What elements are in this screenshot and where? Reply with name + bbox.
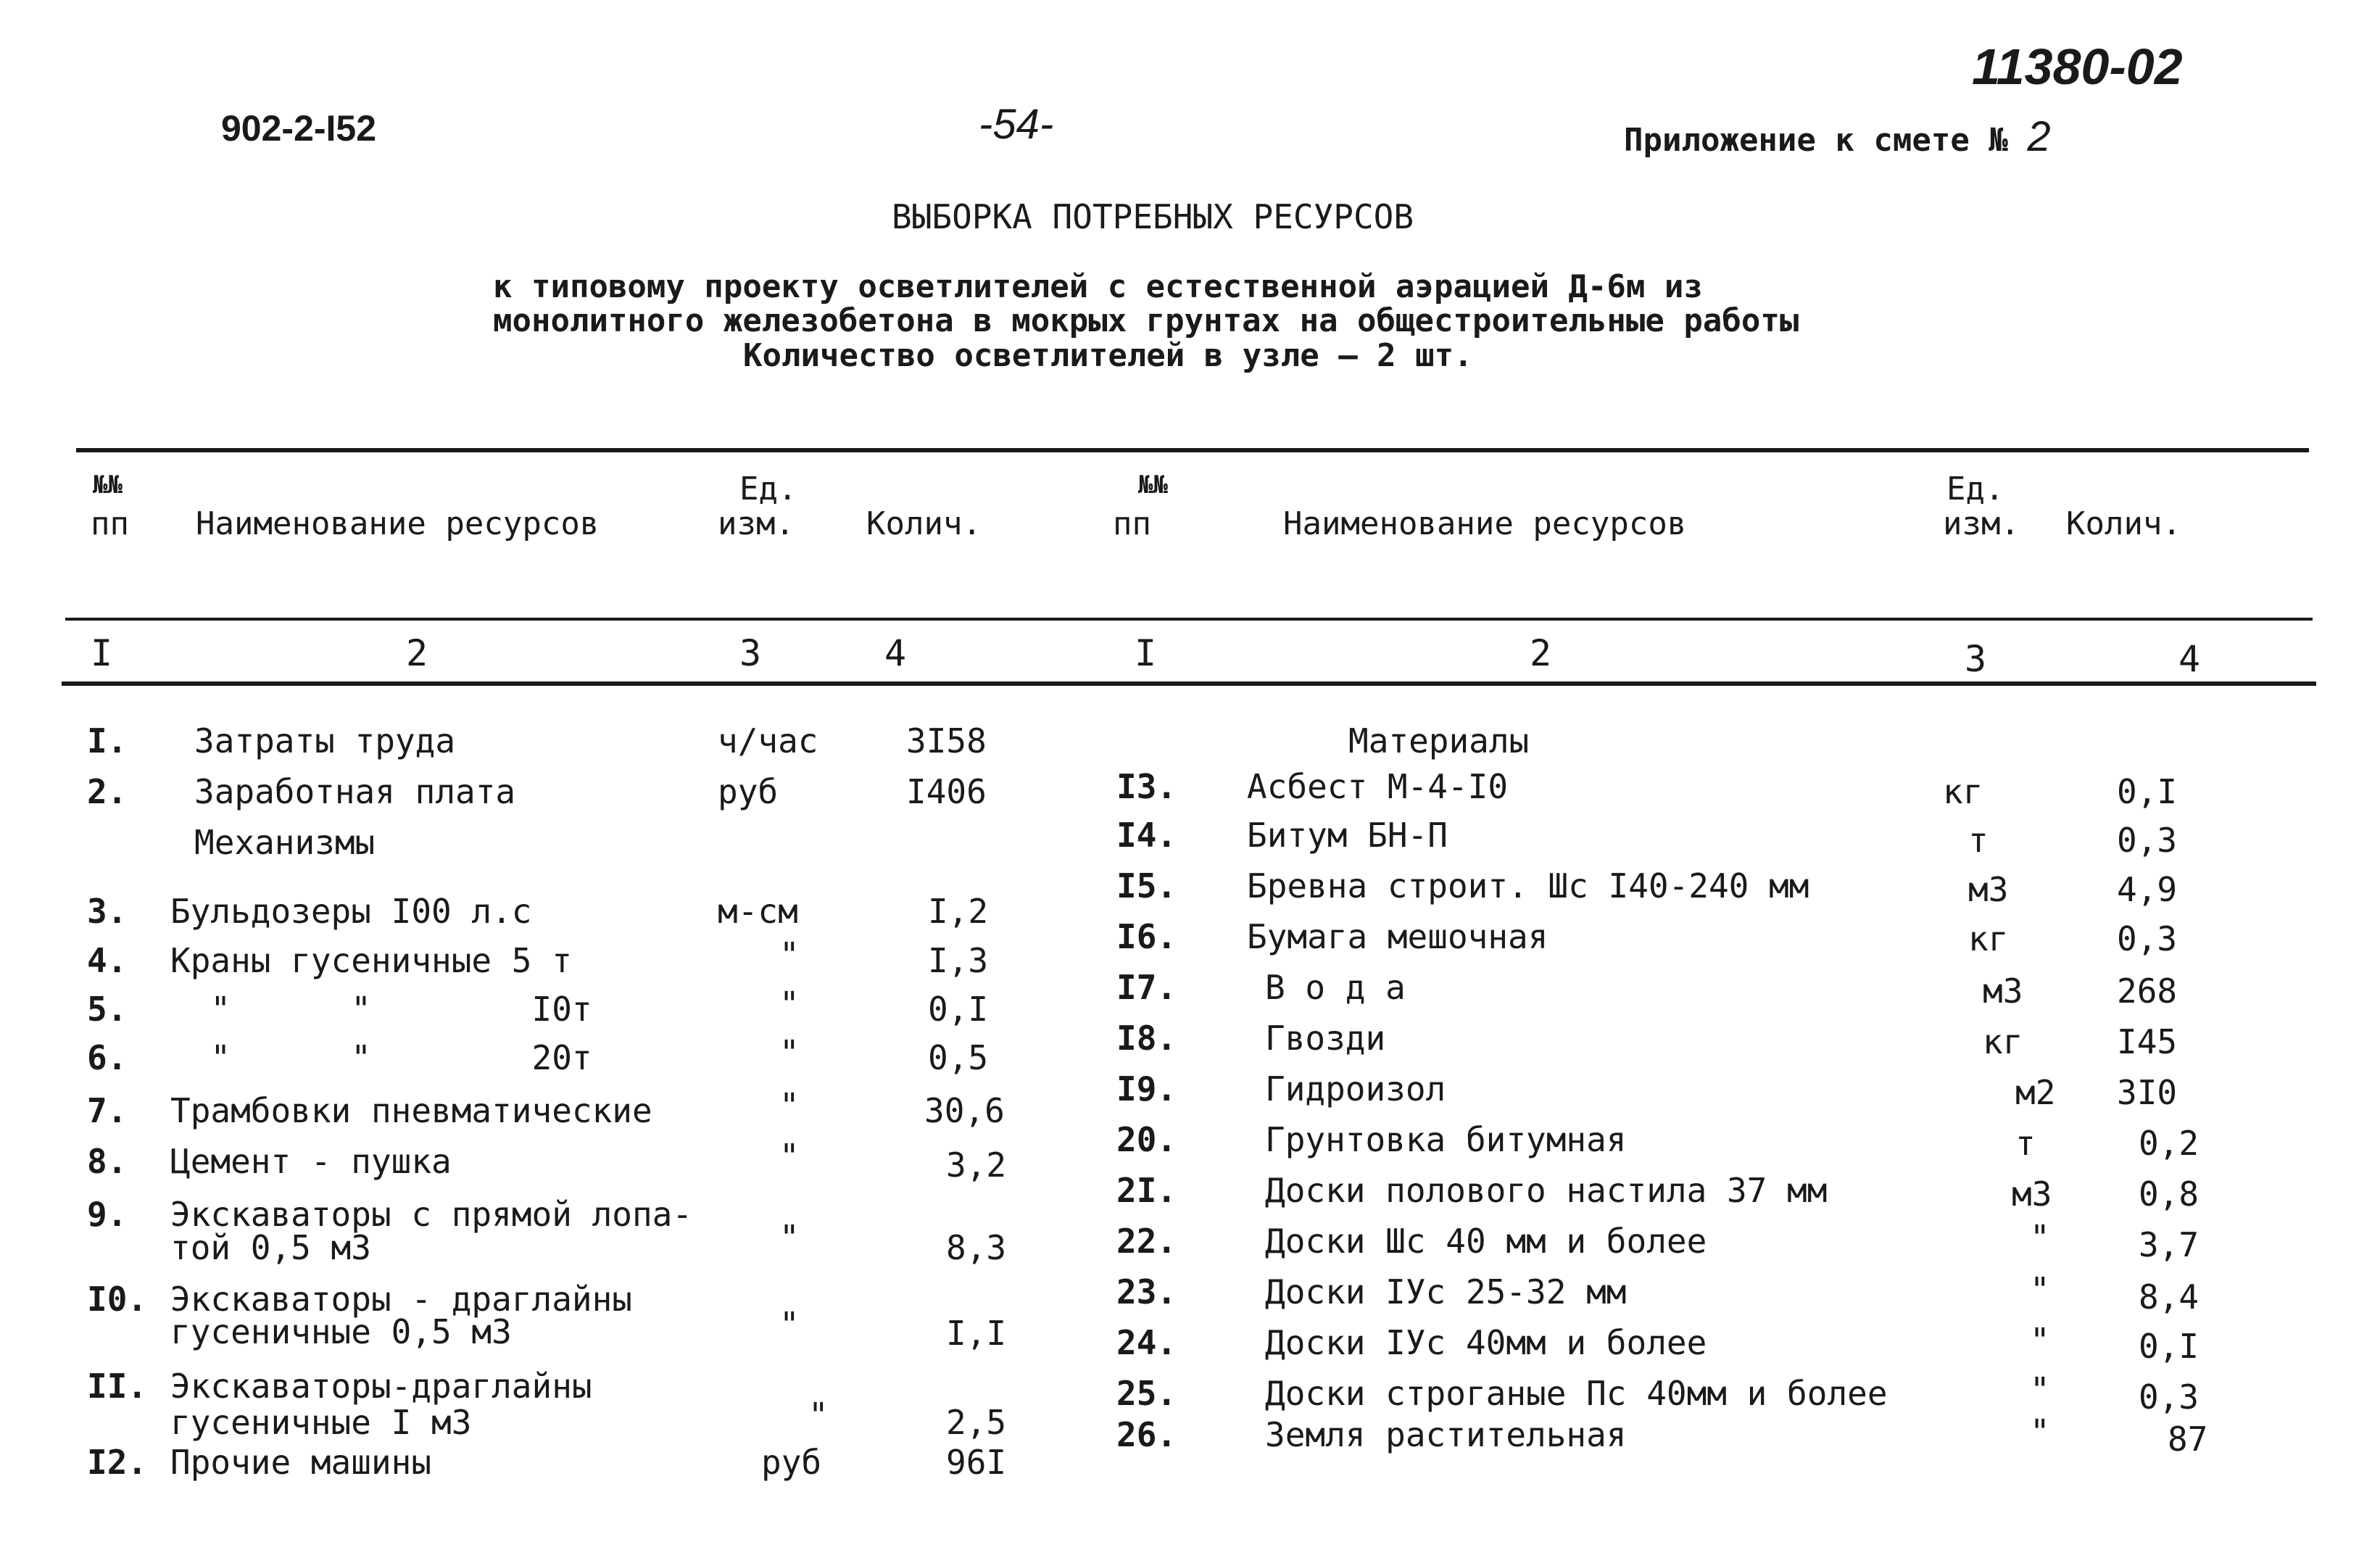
row-num: 24.	[1116, 1323, 1177, 1362]
row-name: Гидроизол	[1265, 1069, 1446, 1108]
row-name: Доски IУс 40мм и более	[1265, 1323, 1707, 1362]
row-unit: ч/час	[718, 721, 818, 761]
row-unit: "	[2030, 1321, 2050, 1360]
row-num: I3.	[1116, 767, 1177, 806]
row-name: Асбест М-4-I0	[1247, 767, 1509, 806]
row-name: Трамбовки пневматические	[170, 1091, 652, 1130]
row-num: 23.	[1116, 1272, 1177, 1311]
row-qty: 0,I	[2117, 772, 2178, 811]
row-unit: "	[2030, 1412, 2050, 1451]
row-qty: 87	[2168, 1420, 2208, 1459]
row-unit: "	[779, 1086, 800, 1125]
row-name: Прочие машины	[170, 1443, 432, 1482]
header-unit-top-right: Ед.	[1946, 471, 2004, 507]
row-name: Бульдозеры I00 л.с	[170, 892, 532, 931]
row-num: 22.	[1116, 1222, 1177, 1261]
row-unit: "	[779, 1033, 800, 1072]
column-number: 4	[2178, 638, 2201, 680]
row-unit: м3	[1983, 971, 2023, 1011]
handwritten-number: 11380-02	[1972, 38, 2183, 95]
row-qty: 96I	[946, 1443, 1007, 1482]
row-unit: м2	[2015, 1073, 2056, 1112]
row-name: В о д а	[1265, 968, 1406, 1007]
row-name: Доски IУс 25-32 мм	[1265, 1272, 1627, 1311]
row-qty: 0,8	[2139, 1174, 2199, 1214]
row-qty: 2,5	[946, 1403, 1007, 1442]
row-unit: м-см	[718, 892, 798, 931]
header-unit-bottom-right: изм.	[1943, 505, 2020, 542]
row-name: Бревна строит. Шс I40-240 мм	[1247, 866, 1809, 905]
row-name: Экскаваторы с прямой лопа-	[170, 1195, 693, 1234]
column-number: 2	[406, 632, 428, 674]
column-number: I	[1135, 632, 1157, 674]
row-unit: м3	[1968, 870, 2009, 909]
column-number: 4	[884, 632, 907, 674]
column-number: 2	[1530, 632, 1552, 674]
row-num: 20.	[1116, 1120, 1177, 1159]
row-num: 2.	[87, 772, 128, 811]
appendix-text: Приложение к смете №	[1624, 122, 2008, 159]
row-qty: 4,9	[2117, 870, 2178, 909]
row-name: Бумага мешочная	[1247, 917, 1548, 956]
row-num: I8.	[1116, 1019, 1177, 1058]
row-name: " " I0т	[170, 990, 592, 1029]
row-unit: кг	[1968, 919, 2009, 958]
row-name: Экскаваторы-драглайны	[170, 1367, 592, 1406]
header-qty-right: Колич.	[2066, 505, 2181, 542]
row-name: Экскаваторы - драглайны	[170, 1280, 632, 1319]
header-unit-top-left: Ед.	[739, 471, 797, 507]
row-qty: 0,5	[928, 1038, 989, 1077]
row-num: 6.	[87, 1038, 128, 1077]
row-name-continued: той 0,5 м3	[170, 1228, 371, 1267]
subtitle-line-1: к типовому проекту осветлителей с естественной аэрацией Д-6м из	[493, 268, 1703, 305]
row-num: 26.	[1116, 1415, 1177, 1454]
row-unit: "	[2030, 1218, 2050, 1257]
section-title-mechanisms: Механизмы	[194, 823, 376, 862]
row-qty: 8,3	[946, 1228, 1007, 1267]
table-colnum-rule	[62, 681, 2316, 686]
row-qty: 0,3	[2117, 821, 2178, 860]
row-num: 9.	[87, 1195, 128, 1234]
header-num-top-left: №№	[93, 471, 123, 500]
row-num: 3.	[87, 892, 128, 931]
table-top-rule	[76, 448, 2309, 452]
row-unit: кг	[1983, 1022, 2023, 1061]
row-qty: 268	[2117, 971, 2178, 1011]
column-number: 3	[1965, 638, 1987, 680]
row-unit: т	[2015, 1124, 2036, 1163]
row-unit: руб	[761, 1443, 822, 1482]
row-num: I7.	[1116, 968, 1177, 1007]
row-unit: "	[2030, 1270, 2050, 1309]
row-num: I9.	[1116, 1069, 1177, 1108]
row-qty: I,I	[946, 1314, 1007, 1353]
row-name-continued: гусеничные I м3	[170, 1403, 472, 1442]
row-qty: 0,3	[2139, 1377, 2199, 1417]
row-unit: "	[808, 1396, 829, 1435]
row-qty: 3I0	[2117, 1073, 2178, 1112]
header-name-left: Наименование ресурсов	[196, 505, 600, 542]
row-unit: м3	[2012, 1174, 2052, 1214]
row-qty: I45	[2117, 1022, 2178, 1061]
row-name: Доски Шс 40 мм и более	[1265, 1222, 1707, 1261]
row-unit: "	[779, 935, 800, 974]
row-name: Заработная плата	[194, 772, 516, 811]
row-qty: I,2	[928, 892, 989, 931]
subtitle-line-2: монолитного железобетона в мокрых грунтах на общестроительные работы	[493, 302, 1799, 339]
row-name: Земля растительная	[1265, 1415, 1627, 1454]
row-name: Цемент - пушка	[170, 1142, 452, 1181]
appendix-number: 2	[2027, 113, 2051, 160]
row-unit: "	[779, 1305, 800, 1344]
row-num: 8.	[87, 1142, 128, 1181]
row-name: " " 20т	[170, 1038, 592, 1077]
row-num: I0.	[87, 1280, 148, 1319]
header-num-bottom-right: пп	[1113, 505, 1151, 542]
row-unit: руб	[718, 772, 779, 811]
row-num: I.	[87, 721, 128, 761]
header-name-right: Наименование ресурсов	[1283, 505, 1687, 542]
table-header-rule	[65, 618, 2313, 621]
row-num: 25.	[1116, 1374, 1177, 1413]
row-name: Грунтовка битумная	[1265, 1120, 1627, 1159]
row-qty: 0,2	[2139, 1124, 2199, 1163]
row-qty: I,3	[928, 941, 989, 980]
page-number: -54-	[979, 101, 1054, 148]
row-unit: "	[779, 1218, 800, 1257]
row-unit: т	[1968, 821, 1989, 860]
row-num: 2I.	[1116, 1171, 1177, 1210]
row-qty: 3,7	[2139, 1225, 2199, 1264]
row-num: I6.	[1116, 917, 1177, 956]
header-qty-left: Колич.	[866, 505, 982, 542]
row-unit: "	[2030, 1370, 2050, 1409]
row-qty: 0,I	[2139, 1327, 2199, 1366]
row-name: Краны гусеничные 5 т	[170, 941, 572, 980]
header-num-top-right: №№	[1138, 471, 1168, 500]
row-num: 5.	[87, 990, 128, 1029]
header-unit-bottom-left: изм.	[718, 505, 795, 542]
row-num: II.	[87, 1367, 148, 1406]
row-name: Гвозди	[1265, 1019, 1386, 1058]
column-number: 3	[739, 632, 762, 674]
document-title: ВЫБОРКА ПОТРЕБНЫХ РЕСУРСОВ	[892, 197, 1414, 236]
row-num: I4.	[1116, 816, 1177, 855]
row-num: 4.	[87, 941, 128, 980]
subtitle-line-3: Количество осветлителей в узле – 2 шт.	[743, 337, 1473, 374]
row-name: Доски полового настила 37 мм	[1265, 1171, 1828, 1210]
header-num-bottom-left: пп	[91, 505, 129, 542]
row-unit: "	[779, 985, 800, 1024]
row-qty: 0,I	[928, 990, 989, 1029]
row-unit: кг	[1943, 772, 1983, 811]
row-qty: I406	[906, 772, 987, 811]
row-num: I5.	[1116, 866, 1177, 905]
section-title-materials: Материалы	[1348, 721, 1530, 761]
column-number: I	[91, 632, 113, 674]
row-name: Битум БН-П	[1247, 816, 1448, 855]
row-name-continued: гусеничные 0,5 м3	[170, 1312, 512, 1351]
row-unit: "	[779, 1137, 800, 1176]
row-name: Доски строганые Пс 40мм и более	[1265, 1374, 1888, 1413]
row-num: 7.	[87, 1091, 128, 1130]
row-name: Затраты труда	[194, 721, 456, 761]
row-qty: 0,3	[2117, 919, 2178, 958]
appendix-label	[1624, 112, 2051, 161]
row-qty: 30,6	[924, 1091, 1005, 1130]
row-qty: 8,4	[2139, 1277, 2199, 1317]
document-code: 902-2-I52	[221, 108, 377, 149]
row-qty: 3I58	[906, 721, 987, 761]
row-num: I2.	[87, 1443, 148, 1482]
row-qty: 3,2	[946, 1145, 1007, 1185]
